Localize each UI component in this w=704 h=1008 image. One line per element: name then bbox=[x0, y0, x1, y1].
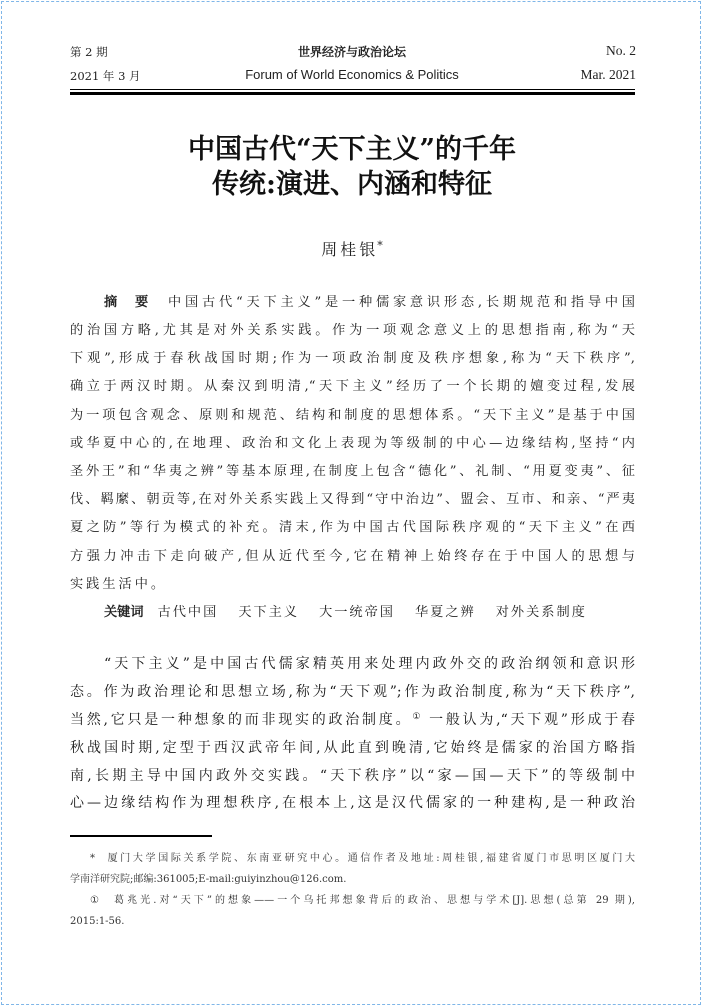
keyword: 华夏之辨 bbox=[415, 605, 476, 620]
footnote-ref-1 bbox=[70, 894, 635, 908]
footnote-reference[interactable]: ① bbox=[412, 712, 424, 722]
abstract-line: 确立于两汉时期。从秦汉到明清,“天下主义”经历了一个长期的嬗变过程,发展 bbox=[70, 379, 635, 394]
keywords-label: 关键词 bbox=[104, 605, 144, 620]
abstract-line: 的治国方略,尤其是对外关系实践。作为一项观念意义上的思想指南,称为“天 bbox=[70, 323, 635, 338]
abstract-line: 圣外王”和“华夷之辨”等基本原理,在制度上包含“德化”、礼制、“用夏变夷”、征 bbox=[70, 464, 635, 479]
body-line: 心—边缘结构作为理想秩序,在根本上,这是汉代儒家的一种建构,是一种政治 bbox=[70, 795, 635, 811]
abstract-line bbox=[70, 294, 635, 312]
footnote-rule bbox=[70, 835, 212, 837]
abstract-label: 摘要 bbox=[104, 295, 166, 310]
keyword: 古代中国 bbox=[157, 605, 219, 620]
header-date-en: Mar. 2021 bbox=[580, 67, 636, 82]
body-text: 当然,它只是一种想象的而非现实的政治制度。 bbox=[70, 712, 413, 728]
keyword: 大一统帝国 bbox=[319, 605, 395, 620]
footnote-author-line-2: 学南洋研究院;邮编:361005;E-mail:guiyinzhou@126.com. bbox=[70, 874, 347, 885]
header-date-cn: 2021 年 3 月 bbox=[70, 69, 141, 83]
keyword: 天下主义 bbox=[238, 605, 300, 620]
abstract-text: 中国古代“天下主义”是一种儒家意识形态,长期规范和指导中国 bbox=[167, 295, 635, 310]
abstract-line: 实践生活中。 bbox=[70, 577, 168, 592]
keywords-row bbox=[70, 604, 635, 622]
abstract-line: 伐、羁縻、朝贡等,在对外关系实践上又得到“守中治边”、盟会、互市、和亲、“严夷 bbox=[70, 492, 635, 507]
header-issue-cn: 第 2 期 bbox=[70, 45, 108, 59]
header-issue-en: No. 2 bbox=[606, 43, 636, 58]
body-line: 秋战国时期,定型于西汉武帝年间,从此直到晚清,它始终是儒家的治国方略指 bbox=[70, 740, 635, 756]
author-name: 周桂银 bbox=[321, 240, 379, 259]
author-footnote-mark[interactable]: * bbox=[377, 239, 383, 252]
footnote-author-line bbox=[70, 852, 635, 866]
abstract-line: 或华夏中心的,在地理、政治和文化上表现为等级制的中心—边缘结构,坚持“内 bbox=[70, 436, 635, 451]
footnote-ref-1-line-2: 2015:1-56. bbox=[70, 916, 125, 927]
abstract-line: 方强力冲击下走向破产,但从近代至今,它在精神上始终存在于中国人的思想与 bbox=[70, 549, 635, 564]
footnote-ref-1-text: 葛兆光.对“天下”的想象——一个乌托邦想象背后的政治、思想与学术[J].思想(总第 29 期), bbox=[114, 895, 635, 906]
header-journal-cn: 世界经济与政治论坛 bbox=[297, 45, 406, 59]
footnote-author-text: 厦门大学国际关系学院、东南亚研究中心。通信作者及地址:周桂银,福建省厦门市思明区厦门大 bbox=[105, 853, 635, 864]
article-title-line-2: 传统:演进、内涵和特征 bbox=[212, 169, 492, 200]
body-text: 一般认为,“天下观”形成于春 bbox=[429, 712, 635, 728]
abstract-line: 为一项包含观念、原则和规范、结构和制度的思想体系。“天下主义”是基于中国 bbox=[70, 408, 635, 423]
keyword: 对外关系制度 bbox=[495, 605, 587, 620]
article-title-line-1: 中国古代“天下主义”的千年 bbox=[187, 134, 517, 165]
body-line bbox=[70, 711, 635, 732]
body-line: 态。作为政治理论和思想立场,称为“天下观”;作为政治制度,称为“天下秩序”, bbox=[70, 684, 635, 700]
footnote-author-mark: * bbox=[90, 853, 95, 864]
footnote-ref-1-mark: ① bbox=[90, 895, 103, 906]
body-line: “天下主义”是中国古代儒家精英用来处理内政外交的政治纲领和意识形 bbox=[104, 656, 635, 672]
header-rule-thin bbox=[70, 89, 635, 90]
body-line: 南,长期主导中国内政外交实践。“天下秩序”以“家—国—天下”的等级制中 bbox=[70, 768, 635, 784]
author-byline bbox=[0, 239, 704, 263]
header-rule-thick bbox=[70, 92, 635, 95]
header-journal-en: Forum of World Economics & Politics bbox=[245, 67, 459, 82]
abstract-line: 下观”,形成于春秋战国时期;作为一项政治制度及秩序想象,称为“天下秩序”, bbox=[70, 351, 635, 366]
abstract-line: 夏之防”等行为模式的补充。清末,作为中国古代国际秩序观的“天下主义”在西 bbox=[70, 520, 635, 535]
